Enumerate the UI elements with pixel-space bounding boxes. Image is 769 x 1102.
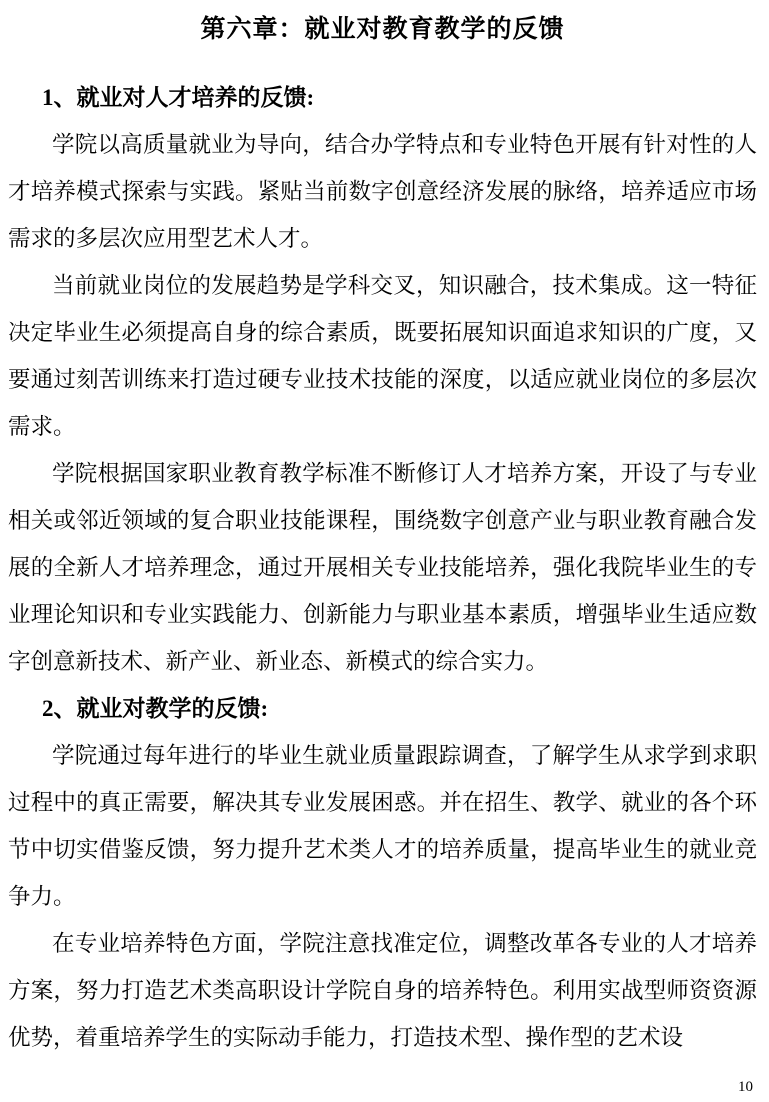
page-title: 第六章：就业对教育教学的反馈 bbox=[200, 16, 565, 43]
paragraph: 学院通过每年进行的毕业生就业质量跟踪调查，了解学生从求学到求职过程中的真正需要，解决其专业发展困惑。并在招生、教学、就业的各个环节中切实借鉴反馈，努力提升艺术类人才的培养质量，提高毕业生的就业竞争力。 bbox=[8, 743, 757, 909]
paragraph: 学院根据国家职业教育教学标准不断修订人才培养方案，开设了与专业相关或邻近领域的复合职业技能课程，围绕数字创意产业与职业教育融合发展的全新人才培养理念，通过开展相关专业技能培养，强化我院毕业生的专业理论知识和专业实践能力、创新能力与职业基本素质，增强毕业生适应数字创意新技术、新产业、新业态、新模式的综合实力。 bbox=[8, 461, 757, 674]
section-talent-training-feedback bbox=[8, 74, 757, 685]
section-teaching-feedback bbox=[8, 685, 757, 1061]
section-1-heading: 1、就业对人才培养的反馈: bbox=[42, 85, 315, 110]
paragraph: 当前就业岗位的发展趋势是学科交叉，知识融合，技术集成。这一特征决定毕业生必须提高自身的综合素质，既要拓展知识面追求知识的广度，又要通过刻苦训练来打造过硬专业技术技能的深度，以适应就业岗位的多层次需求。 bbox=[8, 273, 757, 439]
section-2-heading: 2、就业对教学的反馈: bbox=[42, 696, 269, 721]
paragraph: 学院以高质量就业为导向，结合办学特点和专业特色开展有针对性的人才培养模式探索与实践。紧贴当前数字创意经济发展的脉络，培养适应市场需求的多层次应用型艺术人才。 bbox=[8, 132, 757, 251]
page-number: 10 bbox=[738, 1079, 753, 1095]
paragraph: 在专业培养特色方面，学院注意找准定位，调整改革各专业的人才培养方案，努力打造艺术类高职设计学院自身的培养特色。利用实战型师资资源优势，着重培养学生的实际动手能力，打造技术型、操作型的艺术设 bbox=[8, 931, 757, 1050]
